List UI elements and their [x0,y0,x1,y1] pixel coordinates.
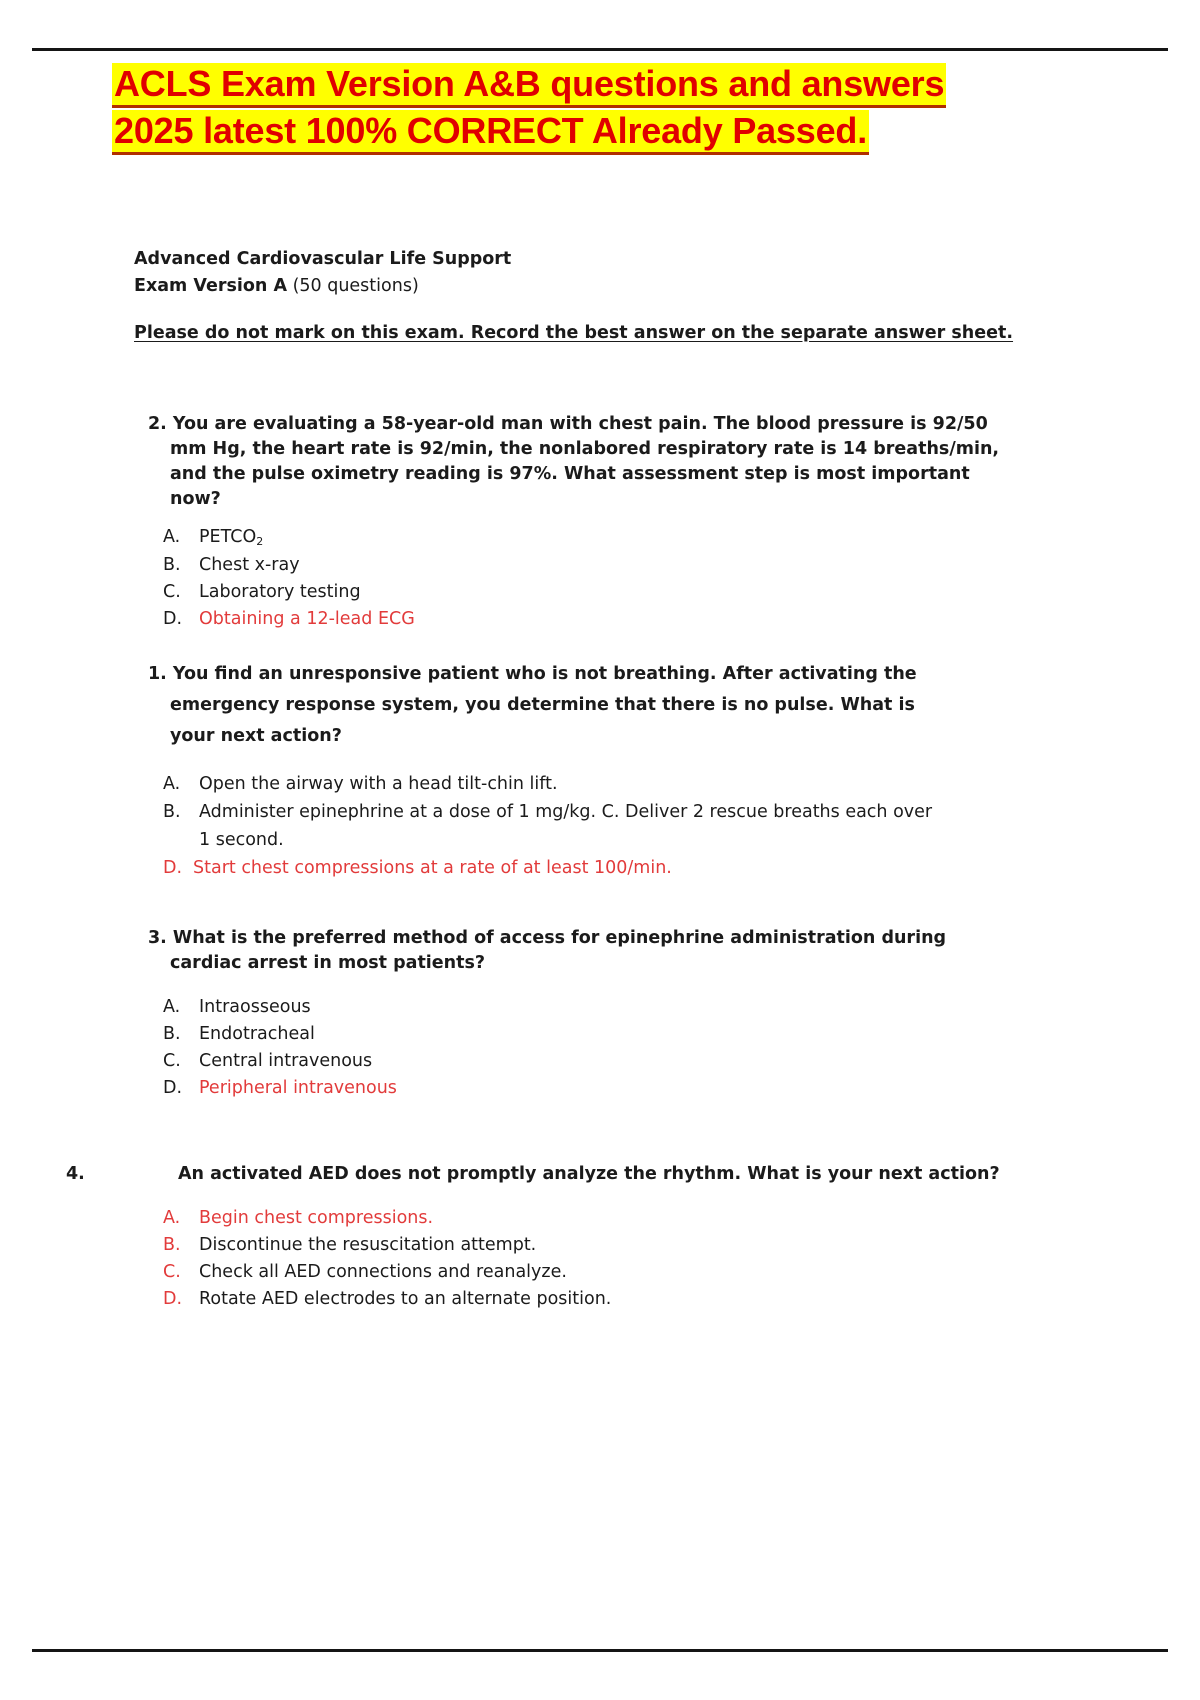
option-label: C. [163,1262,181,1282]
option-text: Administer epinephrine at a dose of 1 mg/kg. C. Deliver 2 rescue breaths each over 1 second. [199,802,933,850]
question-block [0,926,1200,1102]
exam-instruction-text: Please do not mark on this exam. Record the best answer on the separate answer sheet. [134,323,1014,343]
option-text: Central intravenous [199,1051,373,1071]
question-number: 4. [66,1164,85,1184]
option-subscript: 2 [256,535,264,548]
page-bottom-rule [32,1649,1168,1652]
question-number: 1. [148,664,167,684]
option-label: B. [163,1024,181,1044]
question-body: You are evaluating a 58-year-old man with chest pain. The blood pressure is 92/50 mm Hg, the heart rate is 92/min, the nonlabored respiratory rate is 14 breaths/min, and the pulse oximetry reading is 97%. What assessment step is most important now? [170,414,1000,509]
option-text: Begin chest compressions. [199,1208,434,1228]
question-number: 3. [148,928,167,948]
page-content [0,60,1200,1313]
option-text: Open the airway with a head tilt-chin lift. [199,774,558,794]
option-row[interactable] [163,1259,1200,1286]
question-block [0,1162,1200,1313]
option-label: B. [163,555,181,575]
question-body: You find an unresponsive patient who is not breathing. After activating the emergency response system, you determine that there is no pulse. What is your next action? [170,664,917,746]
option-label: B. [163,802,181,822]
option-label: C. [163,582,181,602]
option-text: Intraosseous [199,997,311,1017]
option-row[interactable] [163,1021,1200,1048]
option-row-correct[interactable] [163,1205,1200,1232]
option-row-correct[interactable] [163,1075,1200,1102]
title-line-1-text: ACLS Exam Version A&B questions and answers [112,63,946,108]
options-list [0,524,1200,633]
option-text: Discontinue the resuscitation attempt. [199,1235,537,1255]
questions-list [0,412,1200,1313]
exam-course-name: Advanced Cardiovascular Life Support [134,249,512,269]
option-row[interactable] [163,524,1200,552]
options-list [0,994,1200,1102]
question-text [0,412,1200,512]
option-label: A. [163,527,181,547]
options-list [0,1205,1200,1313]
question-block [0,412,1200,633]
option-row[interactable] [163,1048,1200,1075]
exam-header [0,246,1200,300]
question-block [0,659,1200,882]
exam-version-line [134,273,1200,300]
question-text [0,926,1200,976]
question-body: An activated AED does not promptly analyze the rhythm. What is your next action? [178,1164,1000,1184]
option-row[interactable] [163,770,1200,798]
option-label: D. [163,1289,183,1309]
title-line-2-text: 2025 latest 100% CORRECT Already Passed. [112,110,869,155]
option-row[interactable] [163,798,1200,854]
option-label: B. [163,1235,181,1255]
option-label: D. [163,1078,183,1098]
option-text: Rotate AED electrodes to an alternate position. [199,1289,612,1309]
option-row-correct[interactable] [163,854,1200,882]
question-text [0,1162,1200,1187]
option-row[interactable] [163,994,1200,1021]
option-text: Peripheral intravenous [199,1078,397,1098]
option-label: A. [163,1208,181,1228]
page-top-rule [32,48,1168,51]
option-text: Endotracheal [199,1024,315,1044]
exam-question-count: (50 questions) [287,276,419,296]
title-line-1 [112,60,1090,107]
option-text: Obtaining a 12-lead ECG [199,609,415,629]
options-list [0,770,1200,882]
option-row[interactable] [163,579,1200,606]
option-text: Laboratory testing [199,582,361,602]
document-title [0,60,1200,154]
option-label: D. [163,609,183,629]
option-text: Start chest compressions at a rate of at least 100/min. [193,858,672,878]
question-number: 2. [148,414,167,434]
spacer [0,882,1200,926]
option-label: D. [163,858,183,878]
spacer [0,633,1200,659]
exam-instruction [0,320,1200,346]
option-row[interactable] [163,1232,1200,1259]
option-row[interactable] [163,552,1200,579]
question-text [0,659,1200,752]
spacer [0,1102,1200,1162]
option-text: Chest x-ray [199,555,300,575]
question-body: What is the preferred method of access for epinephrine administration during cardiac arrest in most patients? [170,928,947,973]
title-line-2 [112,107,1090,154]
option-row-correct[interactable] [163,606,1200,633]
option-label: C. [163,1051,181,1071]
option-text: PETCO [199,527,257,547]
option-label: A. [163,997,181,1017]
option-row[interactable] [163,1286,1200,1313]
exam-version-label: Exam Version A [134,276,287,296]
option-label: A. [163,774,181,794]
option-text: Check all AED connections and reanalyze. [199,1262,567,1282]
